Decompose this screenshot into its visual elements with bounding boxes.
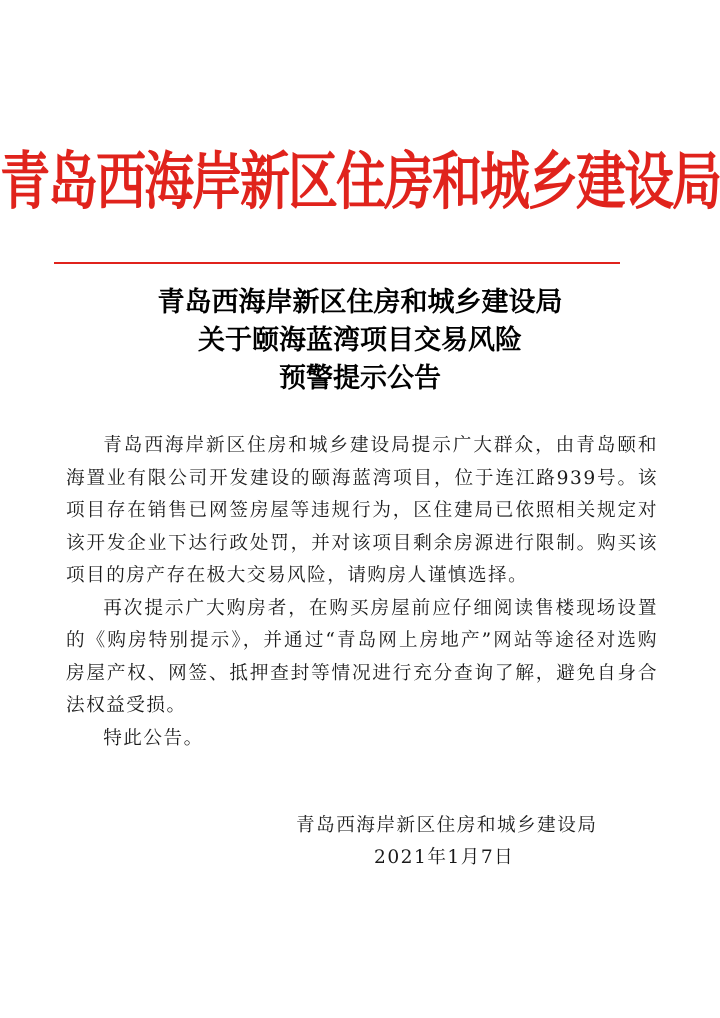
body-paragraph-1: 青岛西海岸新区住房和城乡建设局提示广大群众，由青岛颐和海置业有限公司开发建设的颐海蓝湾项目，位于连江路939号。该项目存在销售已网签房屋等违规行为，区住建局已依照相关规定对该开发企业下达行政处罚，并对该项目剩余房源进行限制。购买该项目的房产存在极大交易风险，请购房人谨慎选择。	[66, 435, 658, 586]
body-paragraph-3: 特此公告。	[103, 727, 204, 749]
title-line-2: 关于颐海蓝湾项目交易风险	[198, 325, 522, 356]
announcement-body	[66, 430, 658, 755]
announcement-title	[0, 284, 720, 398]
masthead-title: 青岛西海岸新区住房和城乡建设局	[0, 145, 720, 218]
signature-organization: 青岛西海岸新区住房和城乡建设局	[296, 815, 598, 836]
signature-date: 2021年1月7日	[374, 847, 515, 868]
body-paragraph-2: 再次提示广大购房者，在购买房屋前应仔细阅读售楼现场设置的《购房特别提示》，并通过“青岛网上房地产”网站等途径对选购房屋产权、网签、抵押查封等情况进行充分查询了解，避免自身合法权益受损。	[66, 597, 658, 716]
title-line-3: 预警提示公告	[279, 363, 441, 394]
masthead-divider	[54, 262, 620, 264]
title-line-1: 青岛西海岸新区住房和城乡建设局	[157, 287, 563, 318]
